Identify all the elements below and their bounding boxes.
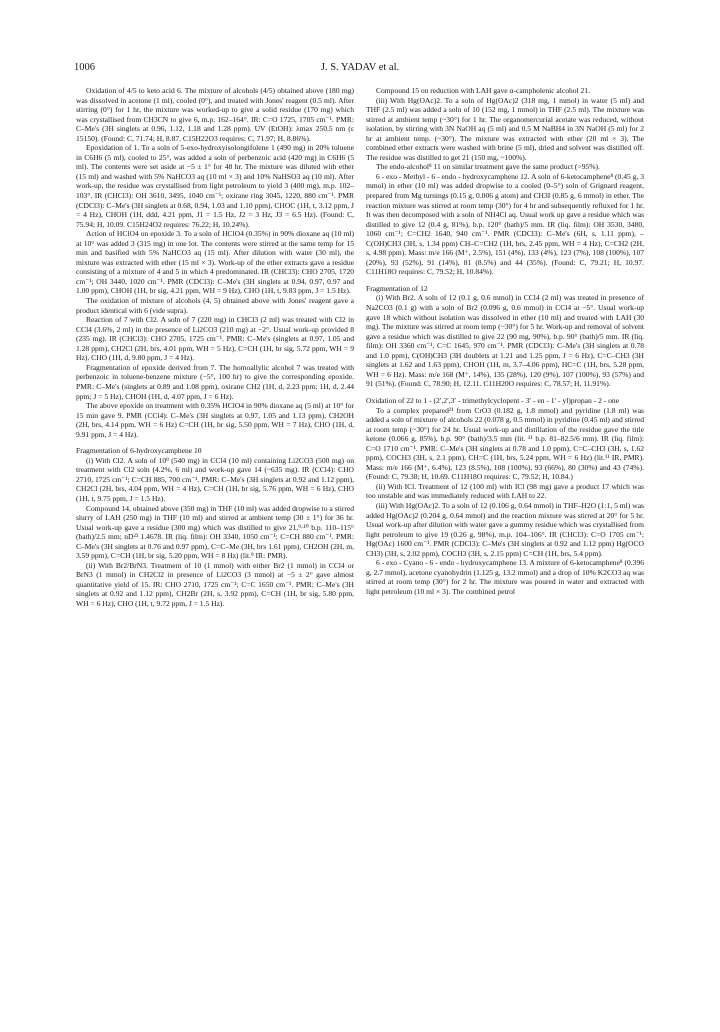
- left-column: [76, 86, 354, 609]
- paragraph-epoxide-hclo4: The above epoxide on treatment with 0.35% HClO4 in 90% dioxane aq (5 ml) at 10° for 15 min gave 9. PMR (CCl4): C–Me's (3H singlets at 0.97, 1.05 and 1.13 ppm), CH2OH (2H, brs, 4.14 ppm, WH = 6 Hz) C=CH (1H, br sig, 5.50 ppm, WH = 7 Hz), CHO (1H, d, 9.91 ppm, J = 4 Hz).: [76, 401, 354, 439]
- paragraph-oxidation-22: To a complex prepared²¹ from CrO3 (0.182 g, 1.8 mmol) and pyridine (1.8 ml) was added a soln of mixture of alcohols 22 (0.078 g, 0.5 mmol) in pyridine (0.45 ml) and stirred at room temp (~30°) for 24 hr. Usual work-up and distillation of the residue gave the title ketone (0.066 g, 85%), b.p. 90° (bath)/3.5 mm (lit. ¹¹ b.p. 81–82.5/6 mm). IR (liq. film): C=O 1710 cm⁻¹. PMR: C–Me's (3H singlets at 0.78 and 1.0 ppm), C=C–CH3 (3H, s, 1.62 ppm), COCH3 (3H, s, 2.1 ppm), CH=C (1H, brs, 5.24 ppm, WH = 6 Hz) (lit.¹¹ IR, PMR). Mass: m/e 166 (M⁺, 6.4%), 123 (8.5%), 108 (100%), 93 (66%), 80 (30%) and 43 (74%). (Found: C, 79.38; H, 10.69. C11H18O requires: C, 79.52; H, 10.84.): [366, 405, 644, 482]
- paragraph-methyl-hydroxycamphene: 6 - exo - Methyl - 6 - endo - hydroxycamphene 12. A soln of 6-ketocamphene⁸ (0.45 g, 3 mmol) in ether (10 ml) was added dropwise to a cooled (0–5°) soln of Grignard reagent, prepared from Mg turnings (0.15 g, 0.006 g atom) and CH3I (0.85 g, 6 mmol) in ether. The reaction mixture was stirred at room temp (30°) for 4 hr and subsequently refluxed for 1 hr. It was then decomposed with a soln of NH4Cl aq. Usual work up gave a residue which was distilled to give 12 (0.4 g, 81%), b.p. 120° (bath)/5 mm. IR (liq. film): OH 3530, 3480, 1060 cm⁻¹; C=CH2 1640, 940 cm⁻¹. PMR (CDCl3): C–Me's (6H, s, 1.11 ppm), –C(OH)CH3 (3H, s, 1.34 ppm) CH–C=CH2 (1H, brs, 2.45 ppm, WH = 4 Hz), C=CH2 (2H, s, 4.98 ppm). Mass: m/e 166 (M⁺, 2.5%), 151 (4%), 133 (4%), 123 (7%), 108 (100%), 107 (20%), 93 (52%), 91 (14%), 81 (8.5%) and 44 (35%). (Found: C, 79.21; H, 10.97. C11H18O requires: C, 79.52; H, 10.84%).: [366, 171, 644, 277]
- running-head: J. S. YADAV et al.: [320, 62, 400, 73]
- section-heading-oxidation-22: Oxidation of 22 to 1 - (2′,2′,3′ - trimethylcyclopent - 3′ - en - 1′ - yl)propan - 2 - one: [366, 395, 620, 405]
- paragraph-epoxidation: Epoxidation of 1. To a soln of 5-exo-hydroxyisolongifolene 1 (490 mg) in 20% toluene in C6H6 (5 ml), cooled to 25°, was added a soln of perbenzoic acid (420 mg) in C6H6 (5 ml). The contents were set aside at −5 ± 1° for 48 hr. The mixture was diluted with ether (15 ml) and washed with 5% NaHCO3 aq (10 ml × 3) and 10% NaHSO3 aq (10 ml). After work-up, the residue was crystallised from light petroleum to yield 3 (400 mg), m.p. 102–103°. IR (CHCl3): OH 3610, 3495, 1040 cm⁻¹; oxirane ring 3045, 1220, 880 cm⁻¹. PMR (CDCl3): C–Me's (3H singlets at 0.68, 0.94, 1.03 and 1.10 ppm), CHOC (1H, t, 3.12 ppm, J = 4 Hz), CHOH (1H, ddd, 4.21 ppm, J1 = 1.5 Hz, J2 = 3 Hz, J3 = 6.5 Hz). (Found: C, 75.94; H, 10.09. C15H24O2 requires: 76.22; H, 10.24%).: [76, 143, 354, 229]
- paragraph-fragmentation-epoxide: Fragmentation of epoxide derived from 7. The homoallylic alcohol 7 was treated with perbenzoic in toluene-benzene mixture (−5°, 100 hr) to give the corresponding epoxide. PMR: C–Me's (singlets at 0.89 and 1.08 ppm), oxirane CH2 (1H, d, 2.23 ppm; 1H, d, 2.44 ppm; J = 5 Hz), CHOH (1H, d, 4.07 ppm, J = 6 Hz).: [76, 362, 354, 401]
- page-header: [74, 61, 646, 75]
- paragraph-endo-alcohol: The endo-alcohol⁸ 11 on similar treatment gave the same product (>95%).: [376, 162, 600, 172]
- paragraph-oxidation-keto-acid: Oxidation of 4/5 to keto acid 6. The mixture of alcohols (4/5) obtained above (180 mg) was dissolved in acetone (1 ml), cooled (0°), and treated with Jones' reagent (0.5 ml). After stirring (0°) for 1 hr, the mixture was worked-up to give a solid residue (170 mg) which was crystallised from CH3CN to give 6, m.p. 162–164°. IR: C=O 1725, 1705 cm⁻¹. PMR: C–Me's (3H singlets at 0.96, 1.12, 1.18 and 1.28 ppm). UV (EtOH): λmax 250.5 nm (ε 15150). (Found: C, 71.74; H, 8.87. C15H22O3 requires: C, 71.97; H, 8.86%).: [76, 86, 354, 143]
- section-heading-fragmentation-12: Fragmentation of 12: [366, 283, 428, 293]
- paragraph-12-with-icl: (ii) With ICl. Treatment of 12 (100 ml) with ICl (98 mg) gave a product 17 which was too unstable and was immediately reduced with LAH to 22.: [366, 481, 644, 501]
- paragraph-12-with-hgoac2: (iii) With Hg(OAc)2. To a soln of 12 (0.106 g, 0.64 mmol) in THF–H2O (1:1, 5 ml) was added Hg(OAc)2 (0.204 g, 0.64 mmol) and the reaction mixture was stirred at 20° for 5 hr. Usual work-up after dilution with water gave a gummy residue which was crystallised from light petroleum to give 19 (0.26 g, 98%), m.p. 104–106°. IR (CHCl3): C=O 1705 cm⁻¹; Hg(OAc) 1600 cm⁻¹. PMR (CDCl3): C–Me's (3H singlets at 0.92 and 1.12 ppm) Hg(OCO CH3) (3H, s, 2.02 ppm), COCH3 (3H, s, 2.15 ppm) C=CH (1H, brs, 5.4 ppm).: [366, 500, 644, 558]
- right-column: [366, 86, 644, 596]
- paragraph-with-hgoac2: (iii) With Hg(OAc)2. To a soln of Hg(OAc)2 (318 mg, 1 mmol) in water (5 ml) and THF (2.5 ml) was added a soln of 10 (152 mg, 1 mmol) in THF (2.5 ml). The mixture was stirred at ambient temp (~30°) for 1 hr. The organomercurial acetate was reduced, without isolation, by stirring with 3N NaOH aq (5 ml) and 0.5 M NaBH4 in 3N NaOH (5 ml) for 2 hr at ambient temp. (~30°). The mixture was extracted with ether (20 ml × 3). The combined ether extracts were washed with brine (5 ml), dried and solvent was distilled off. The residue was distilled to get 21 (150 mg, ~100%).: [366, 95, 644, 162]
- section-heading-fragmentation-10: Fragmentation of 6-hydroxycamphene 10: [76, 446, 202, 456]
- paragraph-with-br2: (ii) With Br2/BrN3. Treatment of 10 (1 mmol) with either Br2 (1 mmol) in CCl4 or BrN3 (1 mmol) in CH2Cl2 in presence of Li2CO3 (3 mmol) at −5 ± 2° gave almost quantitative yield of 15. IR: CHO 2710, 1725 cm⁻¹; C=C 1650 cm⁻¹. PMR: C–Me's (3H singlets at 0.92 and 1.12 ppm), CH2Br (2H, s, 3.92 ppm), C=CH (1H, br sig, 5.80 ppm, WH = 6 Hz), CHO (1H, t, 9.72 ppm, J = 1.5 Hz).: [76, 560, 354, 608]
- paragraph-12-with-br2: (i) With Br2. A soln of 12 (0.1 g, 0.6 mmol) in CCl4 (2 ml) was treated in presence of Na2CO3 (0.1 g) with a soln of Br2 (0.096 g, 0.6 mmol) in CCl4 at −5°. Usual work-up gave 18 which without isolation was dissolved in ether (10 ml) and treated with LAH (30 mg). The mixture was stirred at room temp (~30°) for 5 hr. Work-up and removal of solvent gave a residue which was distilled to give 22 (90 mg, 90%), b.p. 90° (bath)/5 mm. IR (liq. film): OH 3360 cm⁻¹, C=C 1645, 970 cm⁻¹. PMR (CDCl3): C–Me's (3H singlets at 0.78 and 1.0 ppm), C(OH)CH3 (3H doublets at 1.21 and 1.25 ppm, J = 6 Hz), C=C–CH3 (3H singlets at 1.62 and 1.63 ppm), CHOH (1H, m, 3.7–4.06 ppm), HC=C (1H, brs, 5.28 ppm, WH = 6 Hz). Mass: m/e 168 (M⁺, 14%), 135 (28%), 120 (9%), 107 (100%), 93 (57%) and 91 (51%). (Found: C, 78.90; H, 12.11. C11H20O requires: C, 78.57; H, 11.91%).: [366, 293, 644, 389]
- paragraph-reaction-7-cl2: Reaction of 7 with Cl2. A soln of 7 (220 mg) in CHCl3 (2 ml) was treated with Cl2 in CCl4 (3.6%, 2 ml) in the presence of Li2CO3 (210 mg) at −2°. Usual work-up provided 8 (235 mg). IR (CHCl3): CHO 2705, 1725 cm⁻¹. PMR: C–Me's (singlets at 0.97, 1.05 and 1.28 ppm), CH2Cl (2H, brs, 4.01 ppm, WH = 5 Hz), C=CH (1H, br sig, 5.72 ppm, WH = 9 Hz), CHO (1H, d, 9.80 ppm, J = 4 Hz).: [76, 315, 354, 363]
- paragraph-jones-oxidation: The oxidation of mixture of alcohols (4, 5) obtained above with Jones' reagent gave a product identical with 6 (vide supra).: [76, 296, 354, 315]
- paragraph-with-cl2: (i) With Cl2. A soln of 10⁹ (540 mg) in CCl4 (10 ml) containing Li2CO3 (500 mg) on treatment with Cl2 soln (4.2%, 6 ml) and work-up gave 14 (~635 mg). IR (CCl4): CHO 2710, 1725 cm⁻¹; C=CH 885, 700 cm⁻¹. PMR: C–Me's (3H singlets at 0.92 and 1.12 ppm), CH2Cl (2H, brs, 4.04 ppm, WH = 4 Hz), C=CH (1H, br sig, 5.76 ppm, WH = 6 Hz), CHO (1H, t, 9.75 ppm, J = 1.5 Hz).: [76, 455, 354, 503]
- paragraph-compound-15: Compound 15 on reduction with LAH gave α-campholenic alcohol 21.: [376, 86, 590, 95]
- paragraph-cyano-hydroxycamphene: 6 - exo - Cyano - 6 - endo - hydroxycamphene 13. A mixture of 6-ketocamphene⁸ (0.396 g, 2.7 mmol), acetone cyanohydrin (1.125 g, 13.2 mmol) and a drop of 10% K2CO3 aq was stirred at room temp (30°) for 2 hr. The mixture was poured in water and extracted with light petroleum (10 ml × 3). The combined petrol: [366, 558, 644, 596]
- paragraph-compound-14: Compound 14, obtained above (350 mg) in THF (10 ml) was added dropwise to a stirred slurry of LAH (250 mg) in THF (10 ml) and stirred at ambient temp (30 ± 1°) for 36 hr. Usual work-up gave a residue (300 mg) which was distilled to give 21,⁹·¹⁰ b.p. 110–115° (bath)/2.5 mm; nD²³ 1.4678. IR (liq. film): OH 3340, 1050 cm⁻¹; C=CH 880 cm⁻¹. PMR: C–Me's (3H singlets at 0.76 and 0.97 ppm), C=C–Me (3H, brs 1.61 ppm), CH2OH (2H, m, 3.59 ppm), C=CH (1H, br sig, 5.20 ppm, WH = 8 Hz) (lit.⁹ IR: PMR).: [76, 503, 354, 561]
- page-number: 1006: [74, 62, 95, 73]
- paragraph-hclo4-epoxide: Action of HClO4 on epoxide 3. To a soln of HClO4 (0.35%) in 90% dioxane aq (10 ml) at 10° was added 3 (315 mg) in one lot. The contents were stirred at the same temp for 15 min and basified with 5% NaHCO3 aq (15 ml). After dilution with water (30 ml), the mixture was extracted with ether (15 ml × 3). Work-up of the ether extracts gave a residue consisting of a mixture of 4 and 5 in which 4 predominated. IR (CHCl3): CHO 2705, 1720 cm⁻¹; OH 3440, 1020 cm⁻¹. PMR (CDCl3): C–Me's (3H singlets at 0.94, 0.97, 0.97 and 1.00 ppm), CHOH (1H, br sig, 4.21 ppm, WH = 9 Hz), CHO (1H, t, 9.83 ppm, J = 1.5 Hz).: [76, 229, 354, 296]
